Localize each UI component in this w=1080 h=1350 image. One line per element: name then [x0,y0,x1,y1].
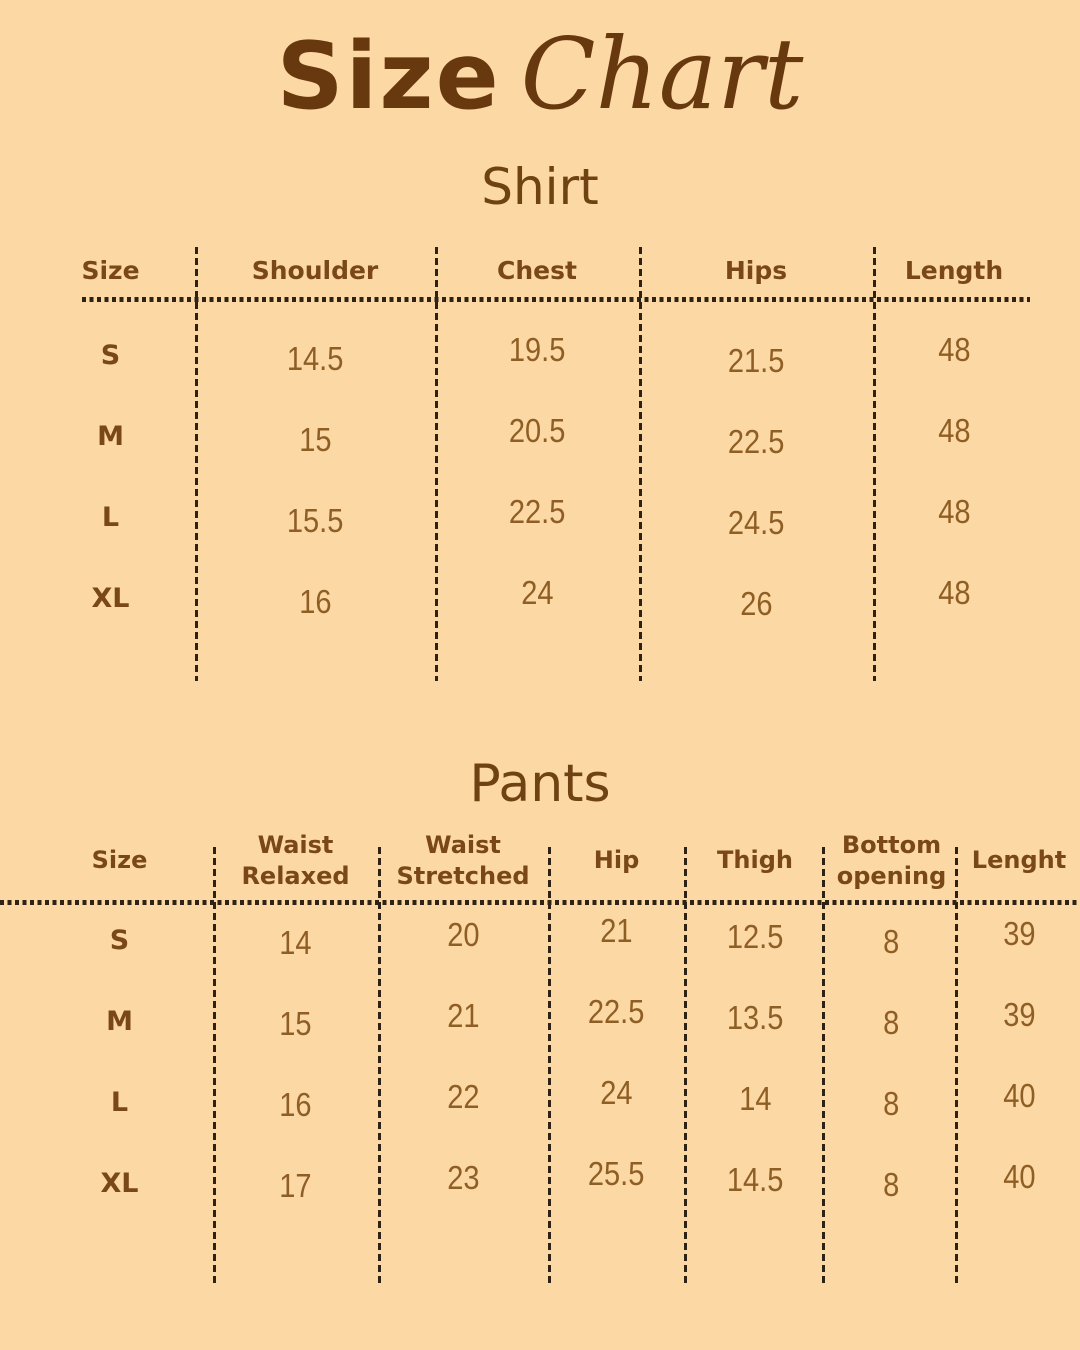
table-cell: 16 [279,1085,312,1123]
pants-size-table [0,822,1080,1290]
pants-row-label-m: M [106,1006,133,1037]
table-cell: 48 [937,411,971,449]
table-cell: 14.5 [726,1160,784,1198]
page-title [0,18,1080,132]
title-word-chart: Chart [520,18,804,132]
table-cell: 20.5 [508,411,566,449]
table-cell: 21 [600,911,633,949]
column-divider-line [822,847,825,1284]
column-divider-line [378,847,381,1284]
column-divider-line [195,247,198,681]
shirt-row-label-s: S [100,340,121,371]
pants-col-header-waist-stretched: Waist Stretched [396,830,530,890]
table-cell: 22.5 [588,992,645,1030]
shirt-col-header-size: Size [81,255,140,285]
shirt-row-label-l: L [101,502,120,533]
table-cell: 24 [520,573,554,611]
table-cell: 48 [937,492,971,530]
table-cell: 15.5 [286,501,344,539]
table-cell: 21 [446,996,480,1034]
table-cell: 26 [739,584,773,622]
table-cell: 8 [883,1084,900,1122]
table-cell: 39 [1002,995,1036,1033]
shirt-col-header-shoulder: Shoulder [251,255,379,285]
table-cell: 21.5 [727,341,785,379]
column-divider-line [213,847,216,1284]
column-divider-line [873,247,876,681]
shirt-col-header-hips: Hips [724,255,788,285]
table-cell: 22.5 [727,422,785,460]
table-cell: 14 [738,1079,772,1117]
column-divider-line [435,247,438,681]
pants-col-header-bottom-opening: Bottom opening [836,830,947,890]
table-cell: 40 [1002,1157,1036,1195]
table-cell: 14.5 [286,339,344,377]
pants-col-header-size: Size [91,846,148,875]
pants-col-header-hip: Hip [593,846,640,875]
pants-header-row [0,822,1080,900]
table-cell: 20 [446,915,480,953]
table-cell: 23 [446,1158,480,1196]
shirt-col-header-chest: Chest [497,255,577,285]
pants-row-label-l: L [110,1087,129,1118]
table-cell: 22 [446,1077,480,1115]
table-cell: 13.5 [726,998,784,1036]
table-cell: 15 [298,420,332,458]
pants-col-header-thigh: Thigh [717,846,793,875]
table-cell: 8 [883,1003,900,1041]
shirt-header-divider-line [82,297,1030,302]
shirt-header-row [80,243,1035,297]
table-cell: 14 [279,923,312,961]
table-cell: 8 [883,922,900,960]
table-cell: 25.5 [588,1154,645,1192]
column-divider-line [639,247,642,681]
shirt-row-label-m: M [97,421,124,452]
shirt-row-label-xl: XL [91,583,130,614]
table-cell: 8 [883,1165,900,1203]
pants-col-header-lenght: Lenght [971,846,1067,875]
table-cell: 48 [937,330,971,368]
title-word-size: Size [276,22,501,130]
shirt-section-heading: Shirt [481,158,599,216]
shirt-size-table [80,243,1035,685]
pants-col-header-waist-relaxed: Waist Relaxed [241,830,350,890]
table-cell: 40 [1002,1076,1036,1114]
pants-row-label-s: S [109,925,130,956]
pants-row-label-xl: XL [100,1168,139,1199]
table-cell: 16 [298,582,332,620]
table-cell: 48 [937,573,971,611]
column-divider-line [548,847,551,1284]
table-cell: 19.5 [508,330,566,368]
table-cell: 22.5 [508,492,566,530]
table-cell: 15 [279,1004,312,1042]
pants-table-body [0,900,1080,1224]
table-cell: 24 [600,1073,633,1111]
column-divider-line [684,847,687,1284]
column-divider-line [955,847,958,1284]
table-cell: 39 [1002,914,1036,952]
pants-section-heading: Pants [469,754,611,814]
table-cell: 24.5 [727,503,785,541]
table-cell: 17 [279,1166,312,1204]
shirt-table-body [80,315,1035,639]
table-cell: 12.5 [726,917,784,955]
shirt-col-header-length: Length [904,255,1004,285]
